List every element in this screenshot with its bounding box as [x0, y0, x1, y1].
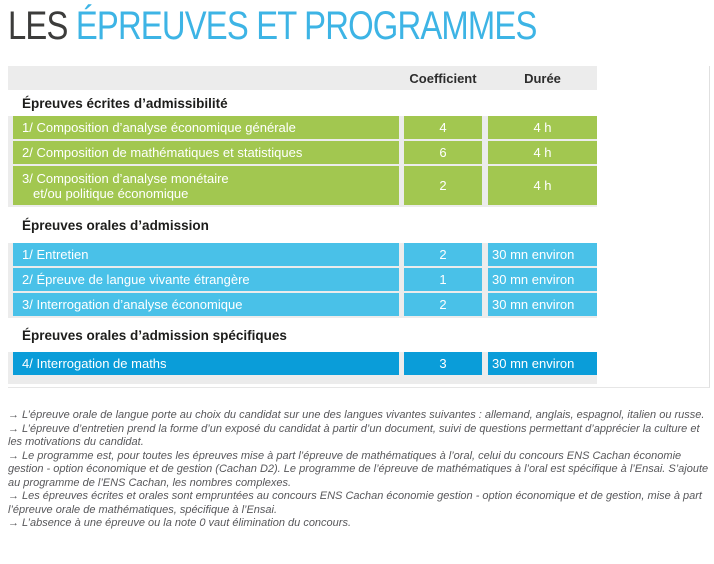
exam-coefficient: 1 — [404, 268, 482, 291]
exam-label — [13, 352, 399, 375]
exam-label-line2: et/ou politique économique — [33, 185, 189, 201]
title-highlight: ÉPREUVES ET PROGRAMMES — [75, 4, 537, 48]
exam-coefficient: 2 — [404, 293, 482, 316]
exam-label-text: 4/ Interrogation de maths — [22, 356, 167, 371]
note-text: L’épreuve orale de langue porte au choix du candidat sur une des langues vivantes suivantes : allemand, anglais, espagnol, italien ou russe. — [22, 409, 705, 421]
section-heading-ecrites: Épreuves écrites d’admissibilité — [8, 90, 597, 116]
exam-coefficient: 2 — [404, 166, 482, 205]
exam-duration: 30 mn environ — [488, 293, 597, 316]
exam-duration: 30 mn environ — [488, 243, 597, 266]
note-item — [8, 490, 709, 517]
exam-duration: 4 h — [488, 166, 597, 205]
exam-label-text: 3/ Interrogation d’analyse économique — [22, 297, 243, 312]
column-header-duree: Durée — [524, 71, 561, 86]
note-item — [8, 409, 709, 423]
exams-table-panel — [8, 66, 710, 388]
table-row — [13, 141, 597, 164]
arrow-icon: → — [8, 409, 19, 421]
page-title — [8, 4, 537, 48]
arrow-icon: → — [8, 517, 19, 529]
note-text: L’épreuve d’entretien prend la forme d’un exposé du candidat à partir d’un document, suivi de questions permettant d’apprécier la culture et les motivations du candidat. — [8, 422, 700, 448]
exam-label — [13, 293, 399, 316]
exam-coefficient: 6 — [404, 141, 482, 164]
note-text: L’absence à une épreuve ou la note 0 vaut élimination du concours. — [22, 517, 352, 529]
arrow-icon: → — [8, 490, 19, 502]
title-prefix: LES — [8, 4, 76, 48]
section-heading-orales: Épreuves orales d’admission — [8, 207, 597, 243]
exam-coefficient: 3 — [404, 352, 482, 375]
exam-duration: 4 h — [488, 116, 597, 139]
column-header-coefficient: Coefficient — [409, 71, 477, 86]
note-item — [8, 517, 709, 531]
exam-label — [13, 243, 399, 266]
notes-list — [8, 409, 709, 531]
exam-label-text: 1/ Composition d’analyse économique générale — [22, 120, 296, 135]
exam-label-line1: 3/ Composition d’analyse monétaire — [22, 170, 229, 186]
section-heading-orales-specifiques: Épreuves orales d’admission spécifiques — [8, 318, 597, 352]
note-text: Les épreuves écrites et orales sont empruntées au concours ENS Cachan économie gestion - option économique et de gestion, mise à part l’épreuve orale de mathématiques, spécifique à l’Ensai. — [8, 490, 702, 516]
exam-label-text: 2/ Composition de mathématiques et statistiques — [22, 145, 303, 160]
table-row — [13, 116, 597, 139]
table-header-row — [8, 66, 597, 90]
note-text: Le programme est, pour toutes les épreuves mise à part l’épreuve de mathématiques à l’oral, celui du concours ENS Cachan économie gestion - option économique et de gestion (Cachan D2). Le programme de l’épreuve de mathématiques à l’oral est spécifique à l’Ensai. S’ajoute au programme de l’ENS Cachan, les nombres complexes. — [8, 449, 709, 489]
exam-duration: 4 h — [488, 141, 597, 164]
arrow-icon: → — [8, 422, 19, 435]
exam-duration: 30 mn environ — [488, 352, 597, 375]
exam-duration: 30 mn environ — [488, 268, 597, 291]
exam-label — [13, 141, 399, 164]
exam-coefficient: 2 — [404, 243, 482, 266]
exam-label — [13, 116, 399, 139]
table-row — [13, 293, 597, 316]
arrow-icon: → — [8, 449, 19, 462]
exam-coefficient: 4 — [404, 116, 482, 139]
exams-table — [8, 66, 597, 384]
table-row — [13, 352, 597, 375]
note-item — [8, 423, 709, 450]
note-item — [8, 450, 709, 491]
table-row — [13, 268, 597, 291]
table-row — [13, 166, 597, 205]
exam-label-text: 1/ Entretien — [22, 247, 89, 262]
table-row — [13, 243, 597, 266]
exam-label-text: 2/ Épreuve de langue vivante étrangère — [22, 272, 250, 287]
exam-label — [13, 268, 399, 291]
exam-label — [13, 166, 399, 205]
